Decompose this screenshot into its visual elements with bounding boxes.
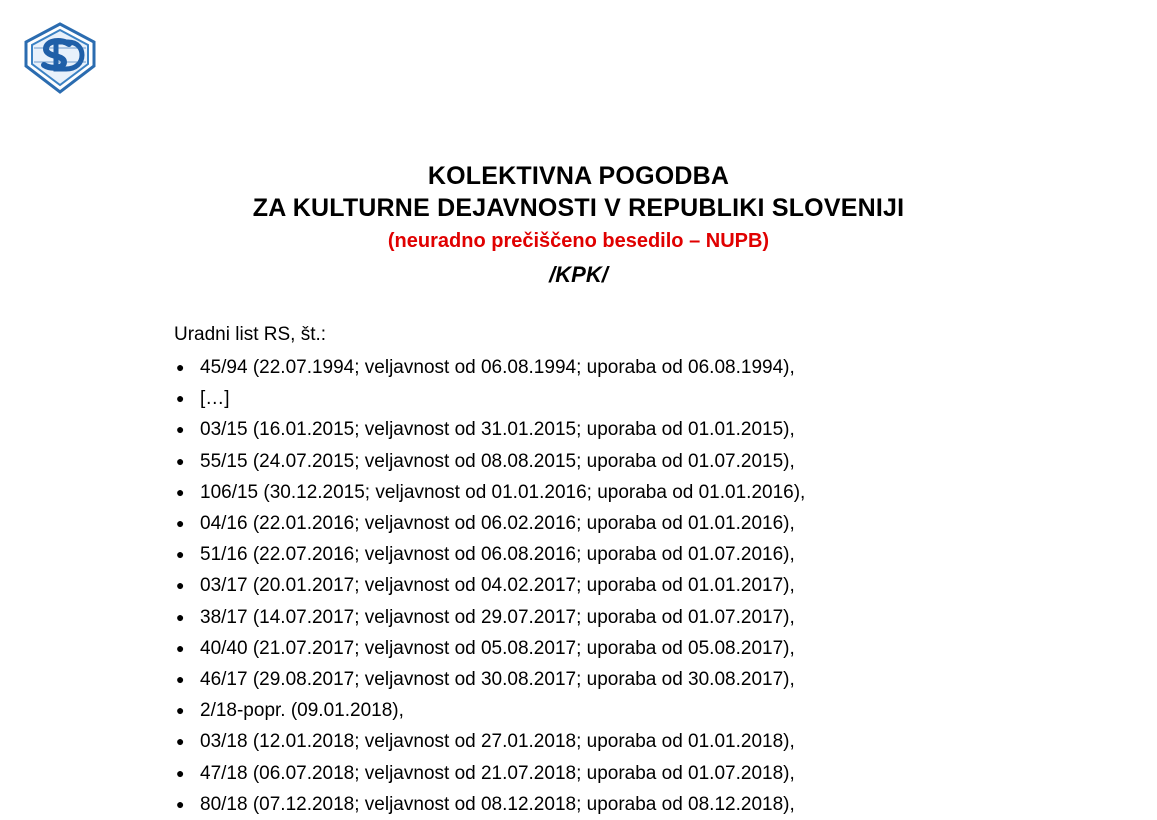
list-item-label: 04/16 (22.01.2016; veljavnost od 06.02.2016; uporaba od 01.01.2016), <box>200 513 795 535</box>
list-item-label: 55/15 (24.07.2015; veljavnost od 08.08.2015; uporaba od 01.07.2015), <box>200 450 795 472</box>
bullet-icon: ● <box>176 671 185 688</box>
list-item-label: 2/18-popr. (09.01.2018), <box>200 700 404 722</box>
list-item-label: 03/15 (16.01.2015; veljavnost od 31.01.2015; uporaba od 01.01.2015), <box>200 419 795 441</box>
bullet-icon: ● <box>176 452 185 469</box>
bullet-icon: ● <box>176 702 185 719</box>
list-item <box>172 508 1112 539</box>
list-item-label: […] <box>200 388 230 410</box>
list-item-label: 47/18 (06.07.2018; veljavnost od 21.07.2018; uporaba od 01.07.2018), <box>200 762 795 784</box>
list-item <box>172 695 1112 726</box>
list-item <box>172 477 1112 508</box>
source-list <box>172 352 1112 820</box>
list-item <box>172 539 1112 570</box>
list-item-label: 03/18 (12.01.2018; veljavnost od 27.01.2018; uporaba od 01.01.2018), <box>200 731 795 753</box>
bullet-icon: ● <box>176 639 185 656</box>
bullet-icon: ● <box>176 795 185 812</box>
bullet-icon: ● <box>176 608 185 625</box>
list-item <box>172 383 1112 414</box>
source-label: Uradni list RS, št.: <box>174 324 327 345</box>
bullet-icon: ● <box>176 359 185 375</box>
bullet-icon: ● <box>176 483 185 500</box>
bullet-icon: ● <box>176 764 185 781</box>
list-item <box>172 446 1112 477</box>
list-item-label: 106/15 (30.12.2015; veljavnost od 01.01.2016; uporaba od 01.01.2016), <box>200 481 806 503</box>
bullet-icon: ● <box>176 546 185 563</box>
bullet-icon: ● <box>176 390 185 407</box>
document-title-block <box>0 160 1157 290</box>
page-subtitle: (neuradno prečiščeno besedilo – NUPB) <box>387 230 770 252</box>
page-title-line-2: ZA KULTURNE DEJAVNOSTI V REPUBLIKI SLOVENIJI <box>252 194 905 222</box>
bullet-icon: ● <box>176 733 185 750</box>
list-item-label: 40/40 (21.07.2017; veljavnost od 05.08.2017; uporaba od 05.08.2017), <box>200 637 795 659</box>
list-item <box>172 664 1112 695</box>
source-section <box>172 320 1112 820</box>
list-item-label: 80/18 (07.12.2018; veljavnost od 08.12.2018; uporaba od 08.12.2018), <box>200 793 795 815</box>
list-item <box>172 633 1112 664</box>
sd-emblem-logo <box>20 22 100 94</box>
list-item <box>172 602 1112 633</box>
list-item-label: 03/17 (20.01.2017; veljavnost od 04.02.2017; uporaba od 01.01.2017), <box>200 575 795 597</box>
list-item <box>172 789 1112 820</box>
list-item <box>172 570 1112 601</box>
list-item-label: 46/17 (29.08.2017; veljavnost od 30.08.2017; uporaba od 30.08.2017), <box>200 669 795 691</box>
list-item <box>172 352 1112 383</box>
bullet-icon: ● <box>176 515 185 532</box>
list-item-label: 51/16 (22.07.2016; veljavnost od 06.08.2016; uporaba od 01.07.2016), <box>200 544 795 566</box>
list-item <box>172 726 1112 757</box>
list-item <box>172 758 1112 789</box>
bullet-icon: ● <box>176 577 185 594</box>
list-item-label: 45/94 (22.07.1994; veljavnost od 06.08.1994; uporaba od 06.08.1994), <box>200 357 795 378</box>
list-item <box>172 414 1112 445</box>
page-short-title: /KPK/ <box>549 262 608 287</box>
bullet-icon: ● <box>176 421 185 438</box>
page-title-line-1: KOLEKTIVNA POGODBA <box>427 162 730 190</box>
list-item-label: 38/17 (14.07.2017; veljavnost od 29.07.2017; uporaba od 01.07.2017), <box>200 606 795 628</box>
